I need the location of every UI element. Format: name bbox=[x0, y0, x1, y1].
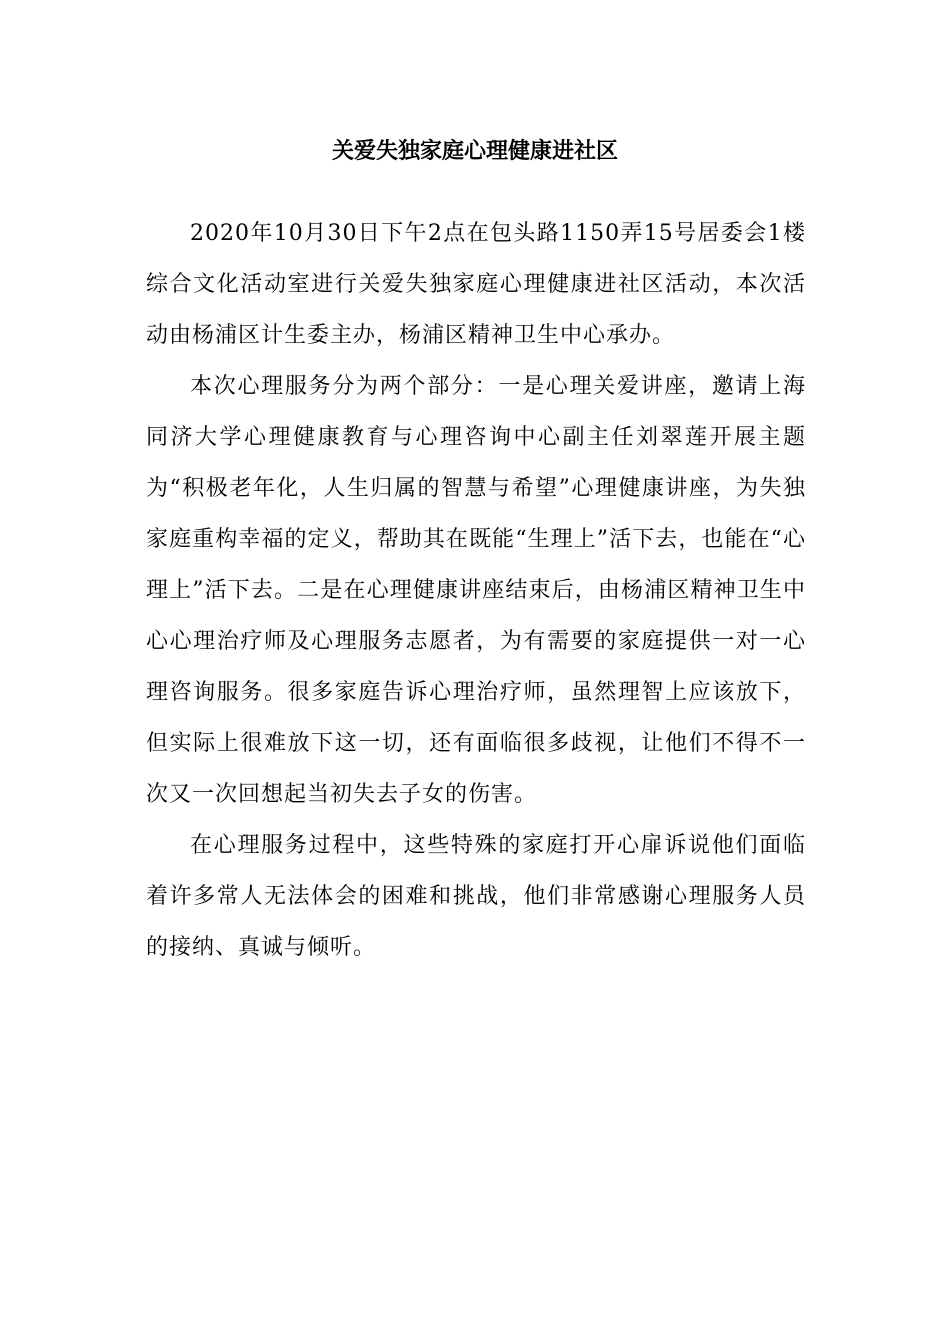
document-title: 关爱失独家庭心理健康进社区 bbox=[331, 138, 618, 164]
paragraph-2: 本次心理服务分为两个部分：一是心理关爱讲座，邀请上海同济大学心理健康教育与心理咨询中心副主任刘翠莲开展主题为“积极老年化，人生归属的智慧与希望”心理健康讲座，为失独家庭重构幸福的定义，帮助其在既能“生理上”活下去，也能在“心理上”活下去。二是在心理健康讲座结束后，由杨浦区精神卫生中心心理治疗师及心理服务志愿者，为有需要的家庭提供一对一心理咨询服务。很多家庭告诉心理治疗师，虽然理智上应该放下，但实际上很难放下这一切，还有面临很多歧视，让他们不得不一次又一次回想起当初失去子女的伤害。 bbox=[146, 374, 806, 807]
paragraph-3: 在心理服务过程中，这些特殊的家庭打开心扉诉说他们面临着许多常人无法体会的困难和挑战，他们非常感谢心理服务人员的接纳、真诚与倾听。 bbox=[146, 833, 806, 960]
document-body bbox=[146, 208, 806, 973]
paragraph-1: 2020年10月30日下午2点在包头路1150弄15号居委会1楼综合文化活动室进行关爱失独家庭心理健康进社区活动，本次活动由杨浦区计生委主办，杨浦区精神卫生中心承办。 bbox=[146, 221, 806, 348]
